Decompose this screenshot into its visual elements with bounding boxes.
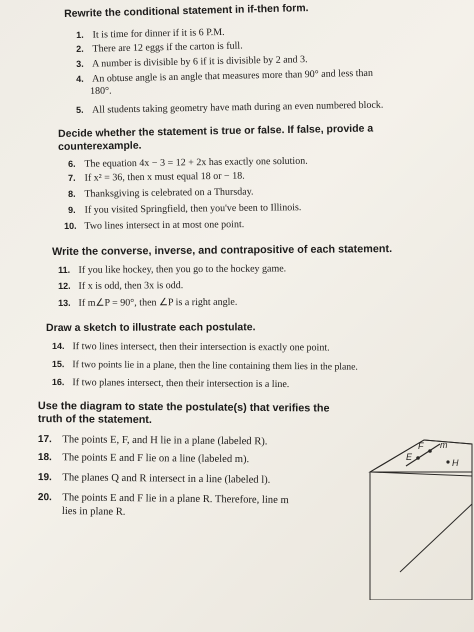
question-10 [64, 218, 244, 233]
question-text: All students taking geometry have math during an even numbered block. [91, 99, 384, 116]
question-5 [76, 99, 383, 117]
question-number: 17. [37, 434, 52, 446]
question-text: If x² = 36, then x must equal 18 or − 18. [84, 170, 245, 184]
question-text: Two lines intersect in at most one point. [84, 219, 245, 232]
section-heading-true-false-continued: counterexample. [58, 139, 142, 153]
point-e [416, 456, 420, 460]
question-20-continued [62, 506, 126, 519]
section-heading-sketch: Draw a sketch to illustrate each postulate. [46, 321, 256, 334]
section-heading-diagram-continued: truth of the statement. [37, 413, 152, 426]
question-text: 180°. [90, 85, 112, 97]
question-number: 1. [76, 29, 84, 40]
question-text: If x is odd, then 3x is odd. [78, 280, 184, 292]
question-text: A number is divisible by 6 if it is divisible by 2 and 3. [91, 54, 308, 70]
question-7 [68, 170, 245, 185]
top-back-edge [370, 440, 424, 472]
question-8 [68, 185, 254, 201]
question-number: 18. [37, 452, 52, 464]
question-number: 20. [37, 492, 52, 504]
question-text: Thanksgiving is celebrated on a Thursday. [84, 186, 254, 200]
question-number: 2. [76, 43, 84, 54]
question-number: 15. [51, 358, 65, 370]
question-number: 5. [76, 104, 84, 115]
question-17 [38, 434, 268, 448]
question-16 [52, 376, 289, 391]
section-heading-diagram: Use the diagram to state the postulate(s) that verifies the [37, 400, 330, 415]
question-number: 11. [58, 264, 71, 275]
question-text: If m∠P = 90°, then ∠P is a right angle. [78, 296, 238, 309]
question-text: If you like hockey, then you go to the hockey game. [78, 263, 287, 276]
question-12 [58, 279, 183, 293]
question-text: It is time for dinner if it is 6 P.M. [92, 26, 225, 41]
section-heading-true-false: Decide whether the statement is true or false. If false, provide a [58, 122, 374, 140]
question-number: 4. [76, 73, 84, 84]
question-text: The points E and F lie in a plane R. Therefore, line m [62, 492, 289, 507]
question-number: 8. [68, 188, 76, 199]
section-heading-converse: Write the converse, inverse, and contrapositive of each statement. [52, 243, 393, 258]
point-h [446, 460, 449, 463]
question-20 [38, 492, 289, 507]
section-heading-rewrite: Rewrite the conditional statement in if-then form. [64, 2, 309, 20]
question-14 [52, 340, 330, 354]
question-number: 6. [68, 158, 76, 169]
question-number: 3. [76, 58, 84, 69]
question-number: 9. [68, 204, 76, 215]
question-text: If two lines intersect, then their intersection is exactly one point. [72, 341, 330, 354]
question-text: The points E and F lie on a line (labeled m). [62, 452, 250, 466]
question-text: The points E, F, and H lie in a plane (labeled R). [62, 434, 268, 448]
question-number: 13. [58, 297, 71, 308]
question-number: 10. [64, 220, 77, 231]
question-13 [58, 296, 237, 310]
question-number: 7. [68, 172, 76, 183]
question-text: An obtuse angle is an angle that measures more than 90° and less than [91, 67, 374, 85]
question-text: There are 12 eggs if the carton is full. [92, 40, 243, 55]
label-m: m [440, 440, 448, 450]
question-6 [68, 155, 308, 171]
question-text: The equation 4x − 3 = 12 + 2x has exactly one solution. [84, 155, 308, 170]
question-number: 14. [51, 341, 65, 352]
question-11 [58, 262, 286, 277]
question-number: 12. [58, 280, 71, 291]
question-19 [38, 472, 271, 487]
question-text: The planes Q and R intersect in a line (labeled l). [62, 472, 271, 486]
label-e: E [406, 452, 413, 462]
question-text: lies in plane R. [61, 506, 126, 518]
point-f [428, 449, 432, 453]
question-text: If two planes intersect, then their intersection is a line. [72, 377, 290, 391]
question-18 [38, 452, 249, 466]
question-4-continued [90, 86, 112, 98]
question-15 [52, 358, 358, 374]
question-2 [76, 40, 243, 56]
label-h: H [452, 458, 459, 468]
label-f: F [418, 441, 424, 451]
question-text: If two points lie in a plane, then the line containing them lies in the plane. [72, 359, 358, 373]
question-number: 16. [51, 376, 65, 388]
question-9 [68, 201, 301, 217]
plane-diagram [360, 432, 474, 600]
question-number: 19. [37, 472, 52, 484]
front-diagonal [400, 504, 472, 572]
front-plane [370, 472, 472, 600]
question-text: If you visited Springfield, then you've been to Illinois. [84, 202, 302, 216]
top-right-edge [424, 440, 472, 444]
